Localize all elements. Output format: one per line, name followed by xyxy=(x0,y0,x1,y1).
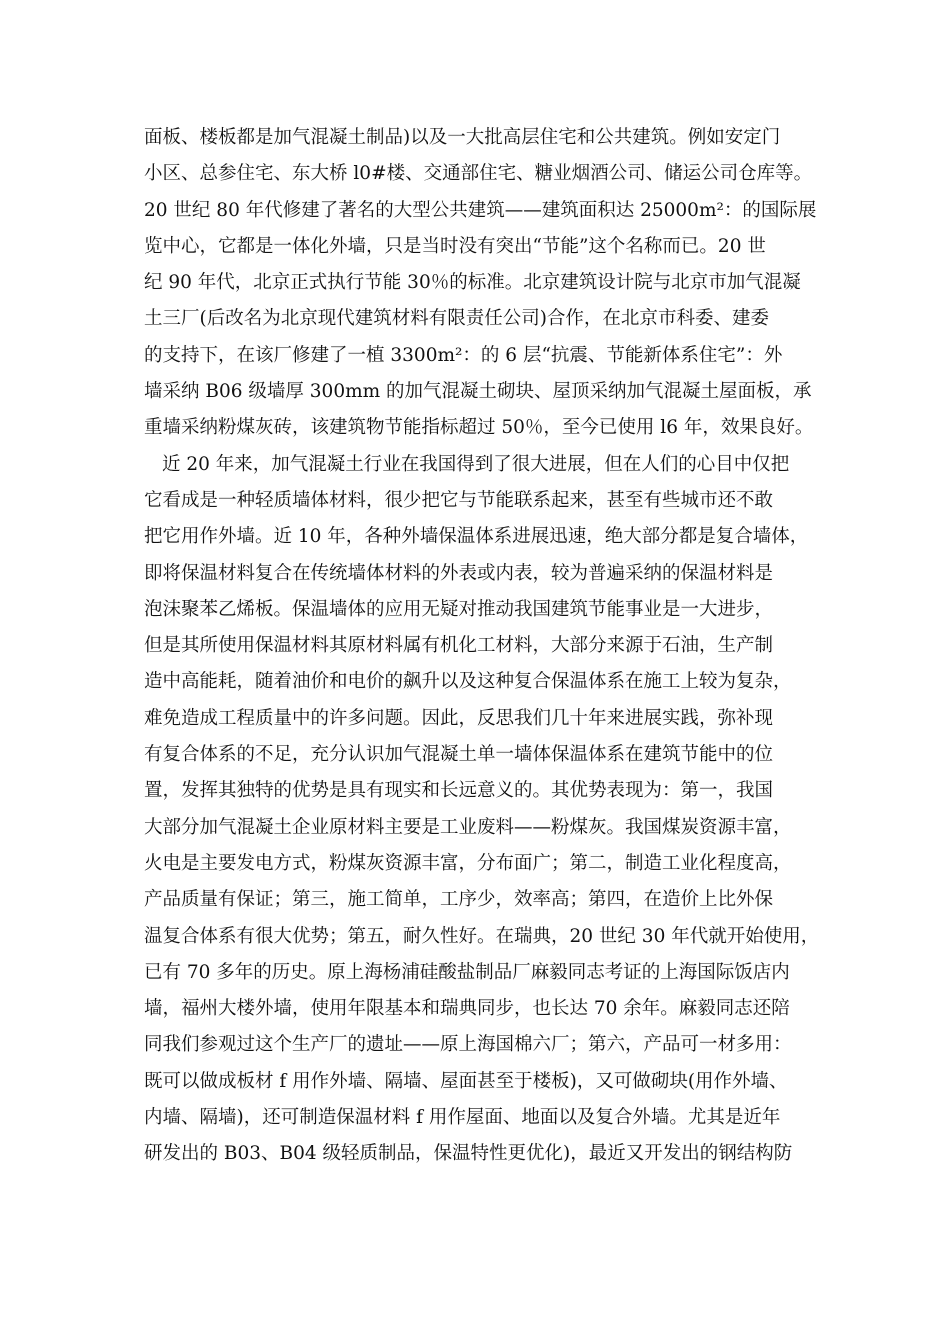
text-line: 造中高能耗，随着油价和电价的飙升以及这种复合保温体系在施工上较为复杂， xyxy=(144,671,792,693)
text-line: 难免造成工程质量中的许多问题。因此，反思我们几十年来进展实践，弥补现 xyxy=(144,707,774,729)
text-line: 墙采纳 B06 级墙厚 300mm 的加气混凝土砌块、屋顶采纳加气混凝土屋面板，承 xyxy=(144,381,812,403)
body-text xyxy=(144,120,824,1173)
text-line: 即将保温材料复合在传统墙体材料的外表或内表，较为普遍采纳的保温材料是 xyxy=(144,562,774,584)
text-line: 内墙、隔墙)，还可制造保温材料 f 用作屋面、地面以及复合外墙。尤其是近年 xyxy=(144,1107,781,1129)
paragraph-start-line: 近 20 年来，加气混凝土行业在我国得到了很大进展，但在人们的心目中仅把 xyxy=(162,453,790,475)
text-line: 产品质量有保证；第三，施工简单，工序少，效率高；第四，在造价上比外保 xyxy=(144,889,774,911)
text-line: 大部分加气混凝土企业原材料主要是工业废料——粉煤灰。我国煤炭资源丰富， xyxy=(144,816,792,838)
text-line: 火电是主要发电方式，粉煤灰资源丰富，分布面广；第二，制造工业化程度高， xyxy=(144,852,792,874)
text-line: 土三厂(后改名为北京现代建筑材料有限责任公司)合作，在北京市科委、建委 xyxy=(144,308,769,330)
text-line: 有复合体系的不足，充分认识加气混凝土单一墙体保温体系在建筑节能中的位 xyxy=(144,744,774,766)
text-line: 纪 90 年代，北京正式执行节能 30％的标准。北京建筑设计院与北京市加气混凝 xyxy=(144,272,801,294)
text-line: 但是其所使用保温材料其原材料属有机化工材料，大部分来源于石油，生产制 xyxy=(144,635,774,657)
text-line: 置，发挥其独特的优势是具有现实和长远意义的。其优势表现为：第一，我国 xyxy=(144,780,774,802)
text-line: 它看成是一种轻质墙体材料，很少把它与节能联系起来，甚至有些城市还不敢 xyxy=(144,489,774,511)
text-line: 墙，福州大楼外墙，使用年限基本和瑞典同步，也长达 70 余年。麻毅同志还陪 xyxy=(144,998,790,1020)
text-line: 小区、总参住宅、东大桥 l0#楼、交通部住宅、糖业烟酒公司、储运公司仓库等。 xyxy=(144,163,813,185)
text-line: 览中心，它都是一体化外墙，只是当时没有突出“节能”这个名称而已。20 世 xyxy=(144,235,766,257)
text-line: 的支持下，在该厂修建了一植 3300m²：的 6 层“抗震、节能新体系住宅”：外 xyxy=(144,344,783,366)
text-line: 把它用作外墙。近 10 年，各种外墙保温体系进展迅速，绝大部分都是复合墙体， xyxy=(144,526,809,548)
text-line: 20 世纪 80 年代修建了著名的大型公共建筑——建筑面积达 25000m²：的国际展 xyxy=(144,199,817,221)
text-line: 面板、楼板都是加气混凝土制品)以及一大批高层住宅和公共建筑。例如安定门 xyxy=(144,127,781,148)
text-line: 温复合体系有很大优势；第五，耐久性好。在瑞典，20 世纪 30 年代就开始使用， xyxy=(144,925,820,947)
text-line: 重墙采纳粉煤灰砖，该建筑物节能指标超过 50％，至今已使用 l6 年，效果良好。 xyxy=(144,417,814,439)
text-line: 已有 70 多年的历史。原上海杨浦硅酸盐制品厂麻毅同志考证的上海国际饭店内 xyxy=(144,961,790,983)
text-line: 泡沫聚苯乙烯板。保温墙体的应用无疑对推动我国建筑节能事业是一大进步， xyxy=(144,598,774,620)
text-line: 同我们参观过这个生产厂的遗址——原上海国棉六厂；第六，产品可一材多用： xyxy=(144,1034,792,1056)
text-line: 既可以做成板材 f 用作外墙、隔墙、屋面甚至于楼板)，又可做砌块(用作外墙、 xyxy=(144,1070,788,1092)
text-line: 研发出的 B03、B04 级轻质制品，保温特性更优化)，最近又开发出的钢结构防 xyxy=(144,1143,793,1165)
